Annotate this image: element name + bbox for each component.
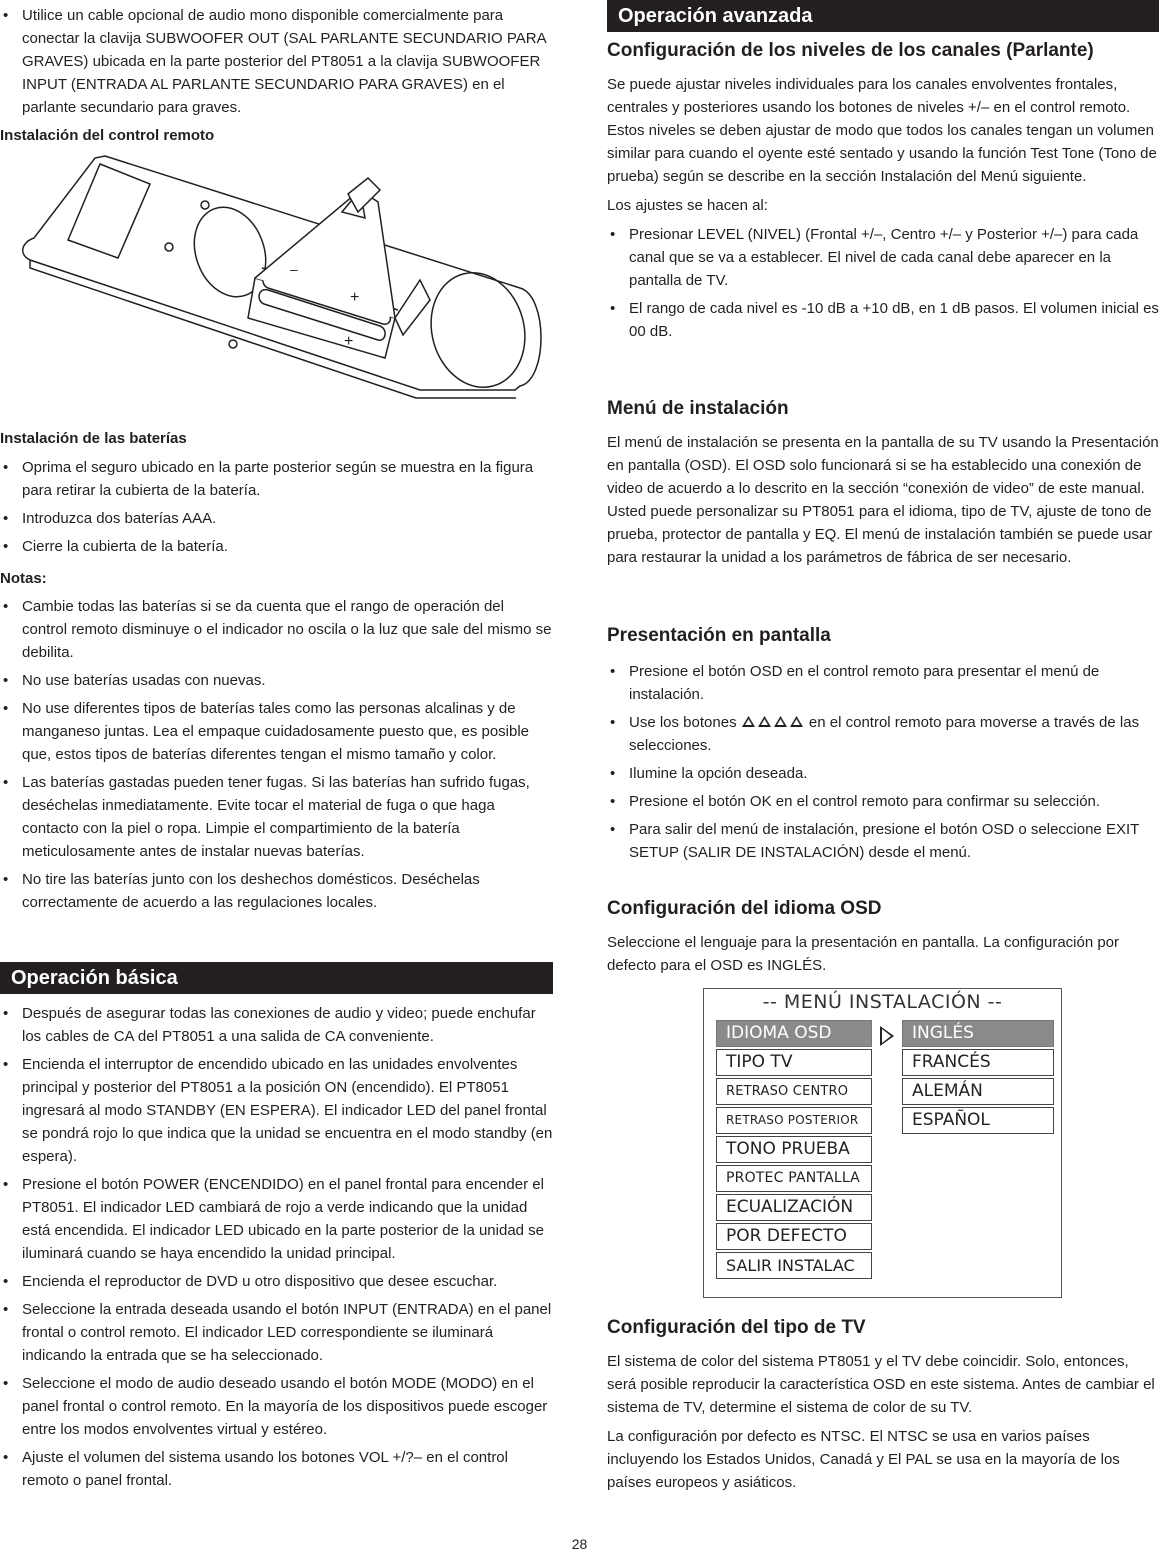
tv-type-paragraph-2: La configuración por defecto es NTSC. El NTSC se usa en varios países incluyendo los Estados Unidos, Canadá y El PAL se usa en la mayoría de los países europeos y asiáticos. [607, 1428, 1120, 1491]
page-number: 28 [571, 1536, 588, 1552]
setup-menu-heading: Menú de instalación [607, 398, 789, 419]
list-item: • Seleccione la entrada deseada usando el botón INPUT (ENTRADA) en el panel frontal o control remoto. El indicador LED correspondiente se iluminará indicando la entrada que se ha seleccionado. [0, 1298, 553, 1367]
menu-item-tipo-tv[interactable]: TIPO TV [716, 1049, 872, 1076]
osd-bullet-list [607, 660, 1159, 864]
remote-heading: Instalación del control remoto [0, 127, 215, 144]
list-item: • Oprima el seguro ubicado en la parte posterior según se muestra en la figura para retirar la cubierta de la batería. [0, 456, 553, 502]
right-arrow-icon [789, 715, 804, 728]
setup-menu-right-list [902, 1020, 1054, 1136]
setup-menu-paragraph: El menú de instalación se presenta en la pantalla de su TV usando la Presentación en pantalla (OSD). El OSD solo funcionará si se ha establecido una conexión de video de acuerdo a lo descrito en la sección “conexión de video” de este manual. Usted puede personalizar su PT8051 para el idioma, tipo de TV, ajuste de tono de prueba, protector de pantalla y EQ. El menú de instalación también se puede usar para restaurar la unidad a los parámetros de fábrica de ser necesario. [607, 434, 1159, 566]
list-item: • Presione el botón OK en el control remoto para confirmar su selección. [607, 790, 1159, 813]
menu-item-por-defecto[interactable]: POR DEFECTO [716, 1223, 872, 1250]
osd-heading: Presentación en pantalla [607, 625, 831, 646]
osd-language-heading: Configuración del idioma OSD [607, 898, 882, 919]
list-item: • Las baterías gastadas pueden tener fugas. Si las baterías han sufrido fugas, deséchelas inmediatamente. Evite tocar el material de fuga o que haga contacto con la piel o ropa. Limpie el compartimiento de la batería meticulosamente antes de instalar nuevas baterías. [0, 771, 553, 863]
batteries-heading: Instalación de las baterías [0, 430, 187, 447]
batteries-bullet-list [0, 456, 553, 558]
setup-menu-screen [703, 988, 1062, 1298]
menu-arrow-icon [880, 1026, 894, 1046]
svg-text:+: + [344, 333, 354, 350]
list-item: • Cambie todas las baterías si se da cuenta que el rango de operación del control remoto disminuye o el indicador no oscila o la luz que sale del mismo se debilita. [0, 595, 553, 664]
list-item: • Ajuste el volumen del sistema usando los botones VOL +/?– en el control remoto o panel frontal. [0, 1446, 553, 1492]
list-item: • Utilice un cable opcional de audio mono disponible comercialmente para conectar la clavija SUBWOOFER OUT (SAL PARLANTE SECUNDARIO PARA GRAVES) ubicada en la parte posterior del PT8051 a la clavija SUBWOOFER INPUT (ENTRADA AL PARLANTE SECUNDARIO PARA GRAVES) en el parlante secundario para graves. [0, 4, 553, 119]
menu-option-aleman[interactable]: ALEMÁN [902, 1078, 1054, 1105]
list-item: • No use baterías usadas con nuevas. [0, 669, 553, 692]
list-item: • Para salir del menú de instalación, presione el botón OSD o seleccione EXIT SETUP (SALIR DE INSTALACIÓN) desde el menú. [607, 818, 1159, 864]
menu-option-espanol[interactable]: ESPAÑOL [902, 1107, 1054, 1134]
tv-type-paragraph: El sistema de color del sistema PT8051 y el TV debe coincidir. Solo, entonces, será posible reproducir la característica OSD en este sistema. Antes de cambiar el sistema de TV, determine el sistema de color de su TV. [607, 1353, 1155, 1416]
intro-bullet-list [0, 4, 553, 119]
osd-b2-pre: Use los botones [629, 714, 737, 731]
levels-bullet-list [607, 223, 1159, 343]
menu-item-salir-instalac[interactable]: SALIR INSTALAC [716, 1252, 872, 1279]
list-item: • Introduzca dos baterías AAA. [0, 507, 553, 530]
notes-heading: Notas: [0, 570, 47, 587]
list-item: • No tire las baterías junto con los deshechos domésticos. Deséchelas correctamente de acuerdo a las regulaciones locales. [0, 868, 553, 914]
osd-b2-post: en el control remoto para moverse a través de las selecciones. [629, 714, 1140, 754]
list-item: • Seleccione el modo de audio deseado usando el botón MODE (MODO) en el panel frontal o control remoto. En la mayoría de los dispositivos puede escoger entre los modos envolventes virtual y estéreo. [0, 1372, 553, 1441]
section-bar-advanced: Operación avanzada [607, 0, 1159, 32]
svg-text:–: – [290, 261, 298, 277]
arrow-buttons-icon [741, 714, 809, 731]
osd-language-paragraph: Seleccione el lenguaje para la presentación en pantalla. La configuración por defecto para el OSD es INGLÉS. [607, 934, 1120, 974]
list-item: • Presione el botón POWER (ENCENDIDO) en el panel frontal para encender el PT8051. El indicador LED cambiará de rojo a verde indicando que la unidad está encendida. El indicador LED ubicado en la parte posterior de la unidad se iluminará cuando se haya encendido la unidad principal. [0, 1173, 553, 1265]
list-item: • Presionar LEVEL (NIVEL) (Frontal +/–, Centro +/– y Posterior +/–) para cada canal que se va a establecer. El nivel de cada canal debe aparecer en la pantalla de TV. [607, 223, 1159, 292]
menu-option-frances[interactable]: FRANCÉS [902, 1049, 1054, 1076]
up-arrow-icon [741, 715, 756, 728]
svg-text:+: + [350, 289, 360, 306]
menu-item-tono-prueba[interactable]: TONO PRUEBA [716, 1136, 872, 1163]
list-item: • Encienda el reproductor de DVD u otro dispositivo que desee escuchar. [0, 1270, 553, 1293]
list-item: • Cierre la cubierta de la batería. [0, 535, 553, 558]
menu-item-ecualizacion[interactable]: ECUALIZACIÓN [716, 1194, 872, 1221]
levels-heading: Configuración de los niveles de los canales (Parlante) [607, 40, 1094, 61]
menu-option-ingles[interactable]: INGLÉS [902, 1020, 1054, 1047]
down-arrow-icon [757, 715, 772, 728]
list-item: • Presione el botón OSD en el control remoto para presentar el menú de instalación. [607, 660, 1159, 706]
list-item: • El rango de cada nivel es -10 dB a +10 dB, en 1 dB pasos. El volumen inicial es 00 dB. [607, 297, 1159, 343]
basic-bullet-list [0, 1002, 553, 1492]
menu-item-retraso-posterior[interactable]: RETRASO POSTERIOR [716, 1107, 872, 1134]
remote-control-battery-diagram [0, 150, 553, 410]
list-item [607, 711, 1159, 757]
list-item: • Después de asegurar todas las conexiones de audio y video; puede enchufar los cables de CA del PT8051 a una salida de CA conveniente. [0, 1002, 553, 1048]
menu-item-idioma-osd[interactable]: IDIOMA OSD [716, 1020, 872, 1047]
tv-type-heading: Configuración del tipo de TV [607, 1317, 866, 1338]
setup-menu-title: -- MENÚ INSTALACIÓN -- [762, 991, 1003, 1013]
list-item: • Encienda el interruptor de encendido ubicado en las unidades envolventes principal y posterior del PT8051 a la posición ON (encendido). El PT8051 ingresará al modo STANDBY (EN ESPERA). El indicador LED del panel frontal se pondrá rojo lo que indica que la unidad se encuentra en el modo standby (en espera). [0, 1053, 553, 1168]
setup-menu-left-list [716, 1020, 872, 1281]
notes-bullet-list [0, 595, 553, 914]
levels-paragraph: Se puede ajustar niveles individuales para los canales envolventes frontales, centrales y posteriores usando los botones de niveles +/– en el control remoto. Estos niveles se deben ajustar de modo que todos los canales tengan un volumen similar para cuando el oyente esté sentado y usando la función Test Tone (Tono de prueba) según se describe en la sección Instalación del Menú siguiente. [607, 76, 1157, 185]
menu-item-protec-pantalla[interactable]: PROTEC PANTALLA [716, 1165, 872, 1192]
remote-illustration [0, 150, 553, 410]
section-bar-basic: Operación básica [0, 962, 553, 994]
levels-paragraph-2: Los ajustes se hacen al: [607, 197, 768, 214]
list-item: • No use diferentes tipos de baterías tales como las personas alcalinas y de manganeso juntas. Lea el empaque cuidadosamente puesto que, es posible que, estos tipos de baterías diferentes tengan el mismo tamaño y color. [0, 697, 553, 766]
left-arrow-icon [773, 715, 788, 728]
list-item: • Ilumine la opción deseada. [607, 762, 1159, 785]
menu-item-retraso-centro[interactable]: RETRASO CENTRO [716, 1078, 872, 1105]
